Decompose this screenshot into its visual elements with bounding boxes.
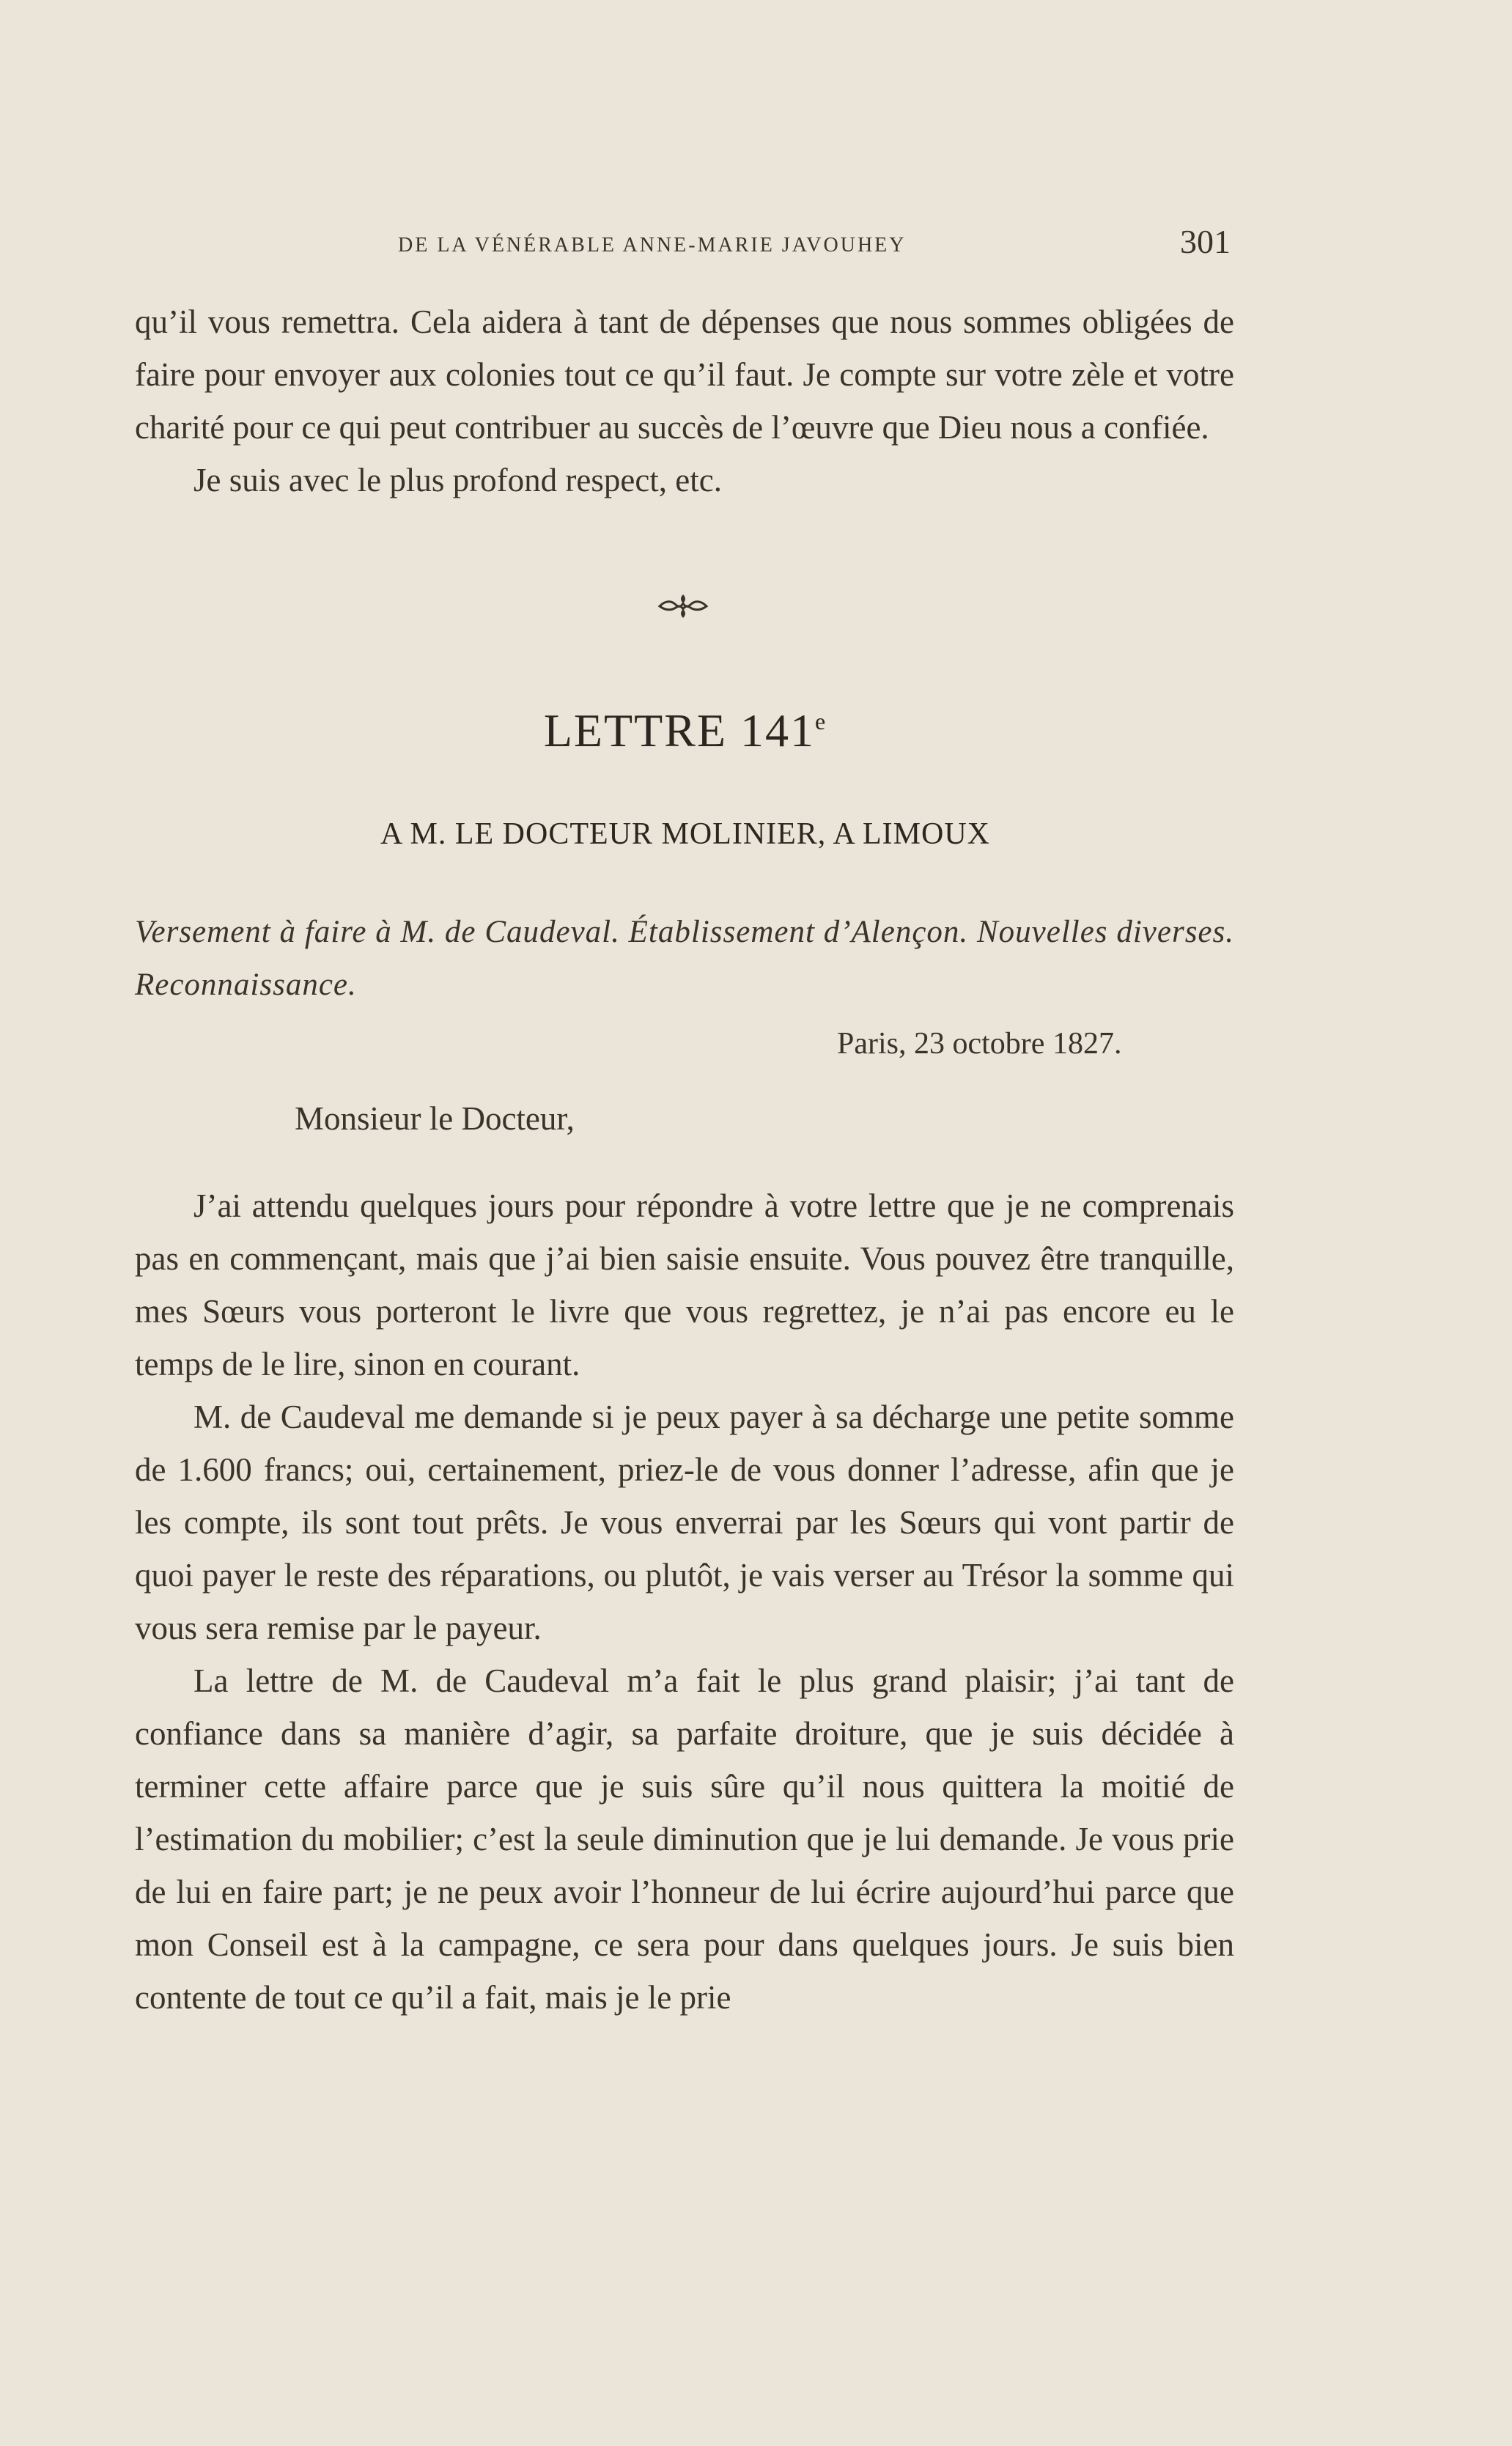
letter-recipient: A M. LE DOCTEUR MOLINIER, A LIMOUX: [380, 817, 990, 851]
letter-salutation: Monsieur le Docteur,: [295, 1100, 575, 1137]
closing-formula: Je suis avec le plus profond respect, etc.: [193, 462, 723, 498]
letter-title-suffix: e: [814, 708, 827, 734]
letter-body: [135, 1179, 1234, 2024]
page-number: 301: [1180, 223, 1231, 260]
letter-paragraph: J’ai attendu quelques jours pour répondre à votre lettre que je ne comprenais pas en commençant, mais que j’ai bien saisie ensuite. Vous pouvez être tranquille, mes Sœurs vous porteront le livre que vous regrettez, je n’ai pas encore eu le temps de le lire, sinon en courant.: [135, 1187, 1234, 1382]
letter-paragraph: La lettre de M. de Caudeval m’a fait le plus grand plaisir; j’ai tant de confiance dans sa manière d’agir, sa parfaite droiture, que je suis décidée à terminer cette affaire parce que je suis sûre qu’il nous quittera la moitié de l’estimation du mobilier; c’est la seule diminution que je lui demande. Je vous prie de lui en faire part; je ne peux avoir l’honneur de lui écrire aujourd’hui parce que mon Conseil est à la campagne, ce sera pour dans quelques jours. Je suis bien contente de tout ce qu’il a fait, mais je le prie: [135, 1662, 1234, 2016]
letter-summary: Versement à faire à M. de Caudeval. Établissement d’Alençon. Nouvelles diverses. Reconnaissance.: [135, 915, 1234, 1002]
letter-paragraph: M. de Caudeval me demande si je peux payer à sa décharge une petite somme de 1.600 francs; oui, certainement, priez-le de vous donner l’adresse, afin que je les compte, ils sont tout prêts. Je vous enverrai par les Sœurs qui vont partir de quoi payer le reste des réparations, ou plutôt, je vais verser au Trésor la somme qui vous sera remise par le payeur.: [135, 1399, 1234, 1646]
opening-text: [135, 295, 1234, 506]
fleuron-ornament-icon: [657, 590, 709, 621]
letter-title-text: LETTRE 141: [543, 704, 815, 756]
running-title: DE LA VÉNÉRABLE ANNE-MARIE JAVOUHEY: [398, 234, 907, 257]
letter-dateline: Paris, 23 octobre 1827.: [837, 1027, 1122, 1061]
paragraph-continuation: qu’il vous remettra. Cela aidera à tant de dépenses que nous sommes obligées de faire pour envoyer aux colonies tout ce qu’il faut. Je compte sur votre zèle et votre charité pour ce qui peut contribuer au succès de l’œuvre que Dieu nous a confiée.: [135, 303, 1234, 446]
running-head: [0, 222, 1512, 266]
letter-title: [0, 704, 1371, 758]
